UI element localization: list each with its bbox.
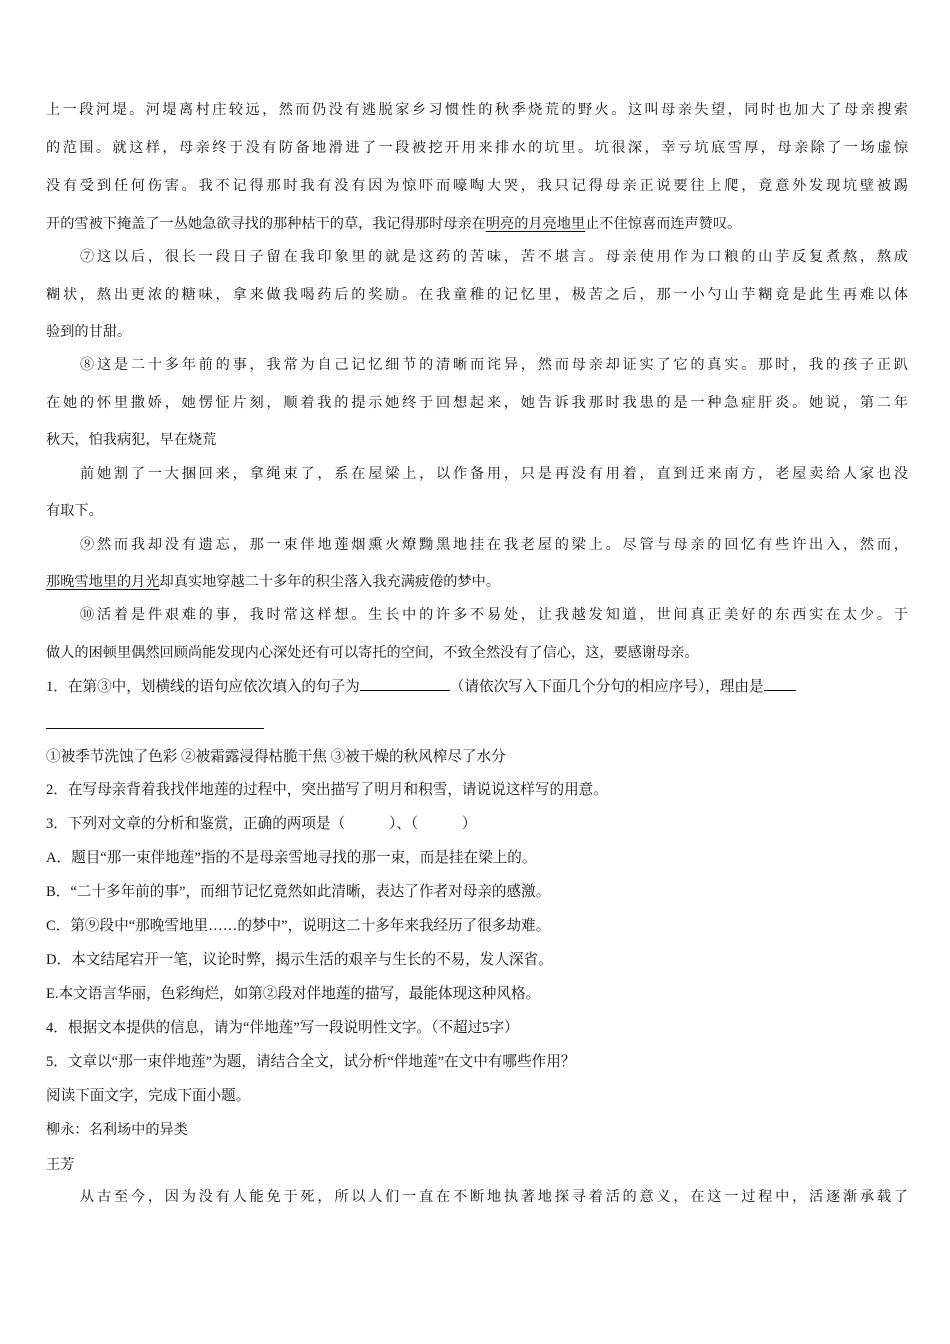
- answer-blank[interactable]: [360, 675, 450, 691]
- paragraph-7: ⑦这以后，很长一段日子留在我印象里的就是这药的苦味，苦不堪言。母亲使用作为口粮的山芋反复煮熬，熬成: [80, 249, 908, 265]
- article-line: 糊状，熬出更浓的糖味，拿来做我喝药后的奖励。在我童稚的记忆里，极苦之后，那一小勺山芋糊竟是此生再难以体: [46, 287, 908, 303]
- answer-blank-line[interactable]: [46, 728, 264, 729]
- section-instruction: 阅读下面文字，完成下面小题。: [46, 1088, 251, 1104]
- question-5: 5．文章以“那一束伴地莲”为题，请结合全文，试分析“伴地莲”在文中有哪些作用？: [46, 1054, 576, 1070]
- underlined-phrase: 明亮的月亮地里: [485, 216, 586, 232]
- article-line: 那晚雪地里的月光却真实地穿越二十多年的积尘落入我充满疲倦的梦中。: [46, 574, 501, 590]
- underlined-phrase: 那晚雪地里的月光: [46, 574, 160, 590]
- question-1: 1．在第③中，划横线的语句应依次填入的句子为 （请依次写入下面几个分句的相应序号），理由是: [46, 675, 908, 699]
- article-line: 上一段河堤。河堤离村庄较远，然而仍没有逃脱家乡习惯性的秋季烧荒的野火。这叫母亲失望，同时也加大了母亲搜索: [46, 102, 908, 118]
- paragraph-9: ⑨然而我却没有遗忘，那一束伴地莲烟熏火燎黝黑地挂在我老屋的梁上。尽管与母亲的回忆有些许出入，然而，: [80, 537, 908, 553]
- question-4: 4．根据文本提供的信息，请为“伴地莲”写一段说明性文字。（不超过5字）: [46, 1020, 519, 1036]
- section-author: 王芳: [46, 1157, 75, 1173]
- article-line: 秋天，怕我病犯，早在烧荒: [46, 432, 217, 448]
- option-d: D．本文结尾宕开一笔，议论时弊，揭示生活的艰辛与生长的不易，发人深省。: [46, 952, 553, 968]
- article-line: 验到的甘甜。: [46, 324, 132, 340]
- article-line: 开的雪被下掩盖了一丛她急欲寻找的那种枯干的草，我记得那时母亲在明亮的月亮地里止不住惊喜而连声赞叹。: [46, 216, 742, 232]
- article-line: 没有受到任何伤害。我不记得那时我有没有因为惊吓而嚎啕大哭，我只记得母亲正说要往上爬，竟意外发现坑壁被踢: [46, 178, 908, 194]
- article-line: 前她割了一大捆回来，拿绳束了，系在屋梁上，以作备用，只是再没有用着，直到迁来南方，老屋卖给人家也没: [80, 466, 908, 482]
- article-line: 有取下。: [46, 503, 103, 519]
- option-e: E.本文语言华丽，色彩绚烂，如第②段对伴地莲的描写，最能体现这种风格。: [46, 986, 541, 1002]
- answer-blank[interactable]: [764, 675, 796, 691]
- paragraph-10: ⑩活着是件艰难的事，我时常这样想。生长中的许多不易处，让我越发知道，世间真正美好的东西实在太少。于: [80, 607, 908, 623]
- option-c: C．第⑨段中“那晚雪地里……的梦中”，说明这二十多年来我经历了很多劫难。: [46, 918, 551, 934]
- article-line: 在她的怀里撒娇，她愣怔片刻，顺着我的提示她终于回想起来，她告诉我那时我患的是一种急症肝炎。她说，第二年: [46, 395, 908, 411]
- option-a: A．题目“那一束伴地莲”指的不是母亲雪地寻找的那一束，而是挂在梁上的。: [46, 850, 537, 866]
- section-title: 柳永：名利场中的异类: [46, 1122, 188, 1138]
- question-1-options: ①被季节洗蚀了色彩 ②被霜露浸得枯脆干焦 ③被干燥的秋风榨尽了水分: [46, 749, 506, 765]
- article-line: 的范围。就这样，母亲终于没有防备地滑进了一段被挖开用来排水的坑里。坑很深，幸亏坑底雪厚，母亲除了一场虚惊: [46, 140, 908, 156]
- question-2: 2．在写母亲背着我找伴地莲的过程中，突出描写了明月和积雪，请说说这样写的用意。: [46, 782, 608, 798]
- paragraph-8: ⑧这是二十多年前的事，我常为自己记忆细节的清晰而诧异，然而母亲却证实了它的真实。那时，我的孩子正趴: [80, 357, 908, 373]
- article-line: 做人的困顿里偶然回顾尚能发现内心深处还有可以寄托的空间，不致全然没有了信心，这，要感谢母亲。: [46, 645, 699, 661]
- option-b: B．“二十多年前的事”，而细节记忆竟然如此清晰，表达了作者对母亲的感激。: [46, 884, 551, 900]
- question-3: 3．下列对文章的分析和鉴赏，正确的两项是（ ）、（ ）: [46, 816, 477, 832]
- section-first-line: 从古至今，因为没有人能免于死，所以人们一直在不断地执著地探寻着活的意义，在这一过程中，活逐渐承载了: [80, 1189, 908, 1205]
